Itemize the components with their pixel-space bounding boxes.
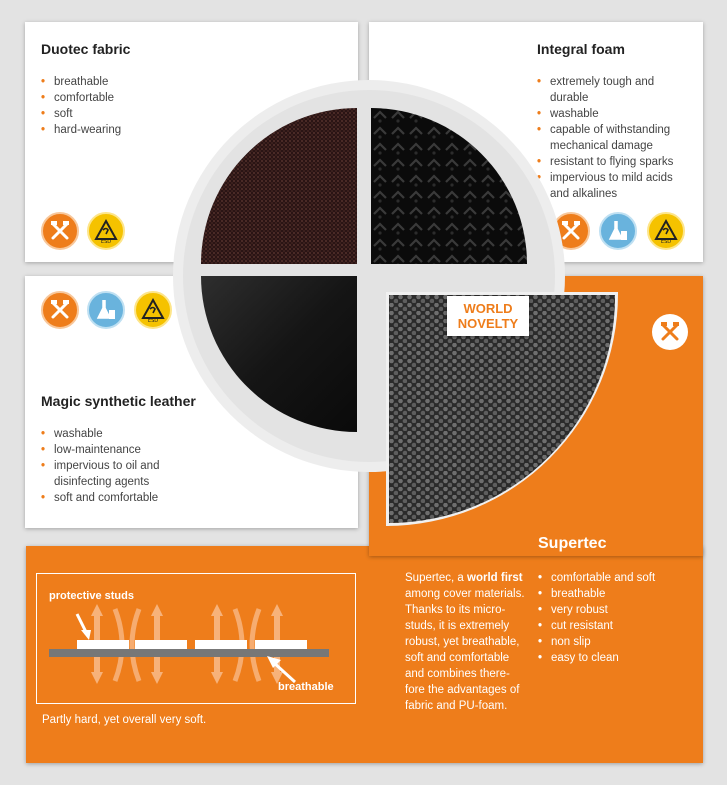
esd-warning-icon xyxy=(647,212,685,250)
magic-title: Magic synthetic leather xyxy=(41,393,196,409)
supertec-diagram xyxy=(36,573,356,704)
duotec-feature-list xyxy=(41,74,201,138)
list-item: • low-maintenance xyxy=(41,442,201,458)
list-item: • soft xyxy=(41,106,201,122)
desc-before: Supertec, a xyxy=(405,572,468,584)
supertec-panel xyxy=(26,546,703,763)
chemical-flask-icon xyxy=(599,212,637,250)
list-item: • soft and comfortable xyxy=(41,490,201,506)
list-item: • capable of withstanding mechanical damage xyxy=(537,122,687,154)
list-item: • breathable xyxy=(538,586,688,602)
esd-label: ESD xyxy=(147,318,159,323)
list-item: • very robust xyxy=(538,602,688,618)
list-item: • washable xyxy=(537,106,687,122)
supertec-title: Supertec xyxy=(538,535,607,552)
diagram-caption: Partly hard, yet overall very soft. xyxy=(42,714,207,726)
esd-label: ESD xyxy=(100,239,112,244)
integral-title: Integral foam xyxy=(537,41,625,57)
list-item: • impervious to mild acids and alkalines xyxy=(537,170,687,202)
hammer-cross-icon xyxy=(652,314,688,350)
chemical-flask-icon xyxy=(87,291,125,329)
list-item: • non slip xyxy=(538,634,688,650)
list-item: • extremely tough and durable xyxy=(537,74,687,106)
list-item: • comfortable and soft xyxy=(538,570,688,586)
list-item: • easy to clean xyxy=(538,650,688,666)
supertec-description xyxy=(405,570,529,714)
protective-studs xyxy=(77,640,307,649)
integral-feature-list xyxy=(537,74,687,202)
hammer-cross-icon xyxy=(41,291,79,329)
list-item: • comfortable xyxy=(41,90,201,106)
badge-text: WORLD NOVELTY xyxy=(457,301,519,331)
duotec-title: Duotec fabric xyxy=(41,41,131,57)
list-item: • washable xyxy=(41,426,201,442)
list-item: • hard-wearing xyxy=(41,122,201,138)
list-item: • resistant to flying sparks xyxy=(537,154,687,170)
list-item: • impervious to oil and disinfecting agents xyxy=(41,458,201,490)
label-protective-studs: protective studs xyxy=(49,590,134,602)
list-item: • cut resistant xyxy=(538,618,688,634)
supertec-feature-list xyxy=(538,570,688,666)
hammer-cross-icon xyxy=(552,212,590,250)
hammer-cross-icon xyxy=(41,212,79,250)
esd-warning-icon xyxy=(134,291,172,329)
label-breathable: breathable xyxy=(278,681,334,693)
magic-feature-list xyxy=(41,426,201,506)
desc-bold: world first xyxy=(467,572,523,584)
esd-label: ESD xyxy=(660,239,672,244)
desc-after: among cover materials. Thanks to its micro-studs, it is extremely robust, yet breathable, soft and comfortable and combines there-fore the advantages of fabric and PU-foam. xyxy=(405,588,525,712)
esd-warning-icon xyxy=(87,212,125,250)
world-novelty-badge xyxy=(447,296,529,336)
base-layer xyxy=(49,649,329,657)
studs-pointer-head xyxy=(81,630,91,640)
list-item: • breathable xyxy=(41,74,201,90)
